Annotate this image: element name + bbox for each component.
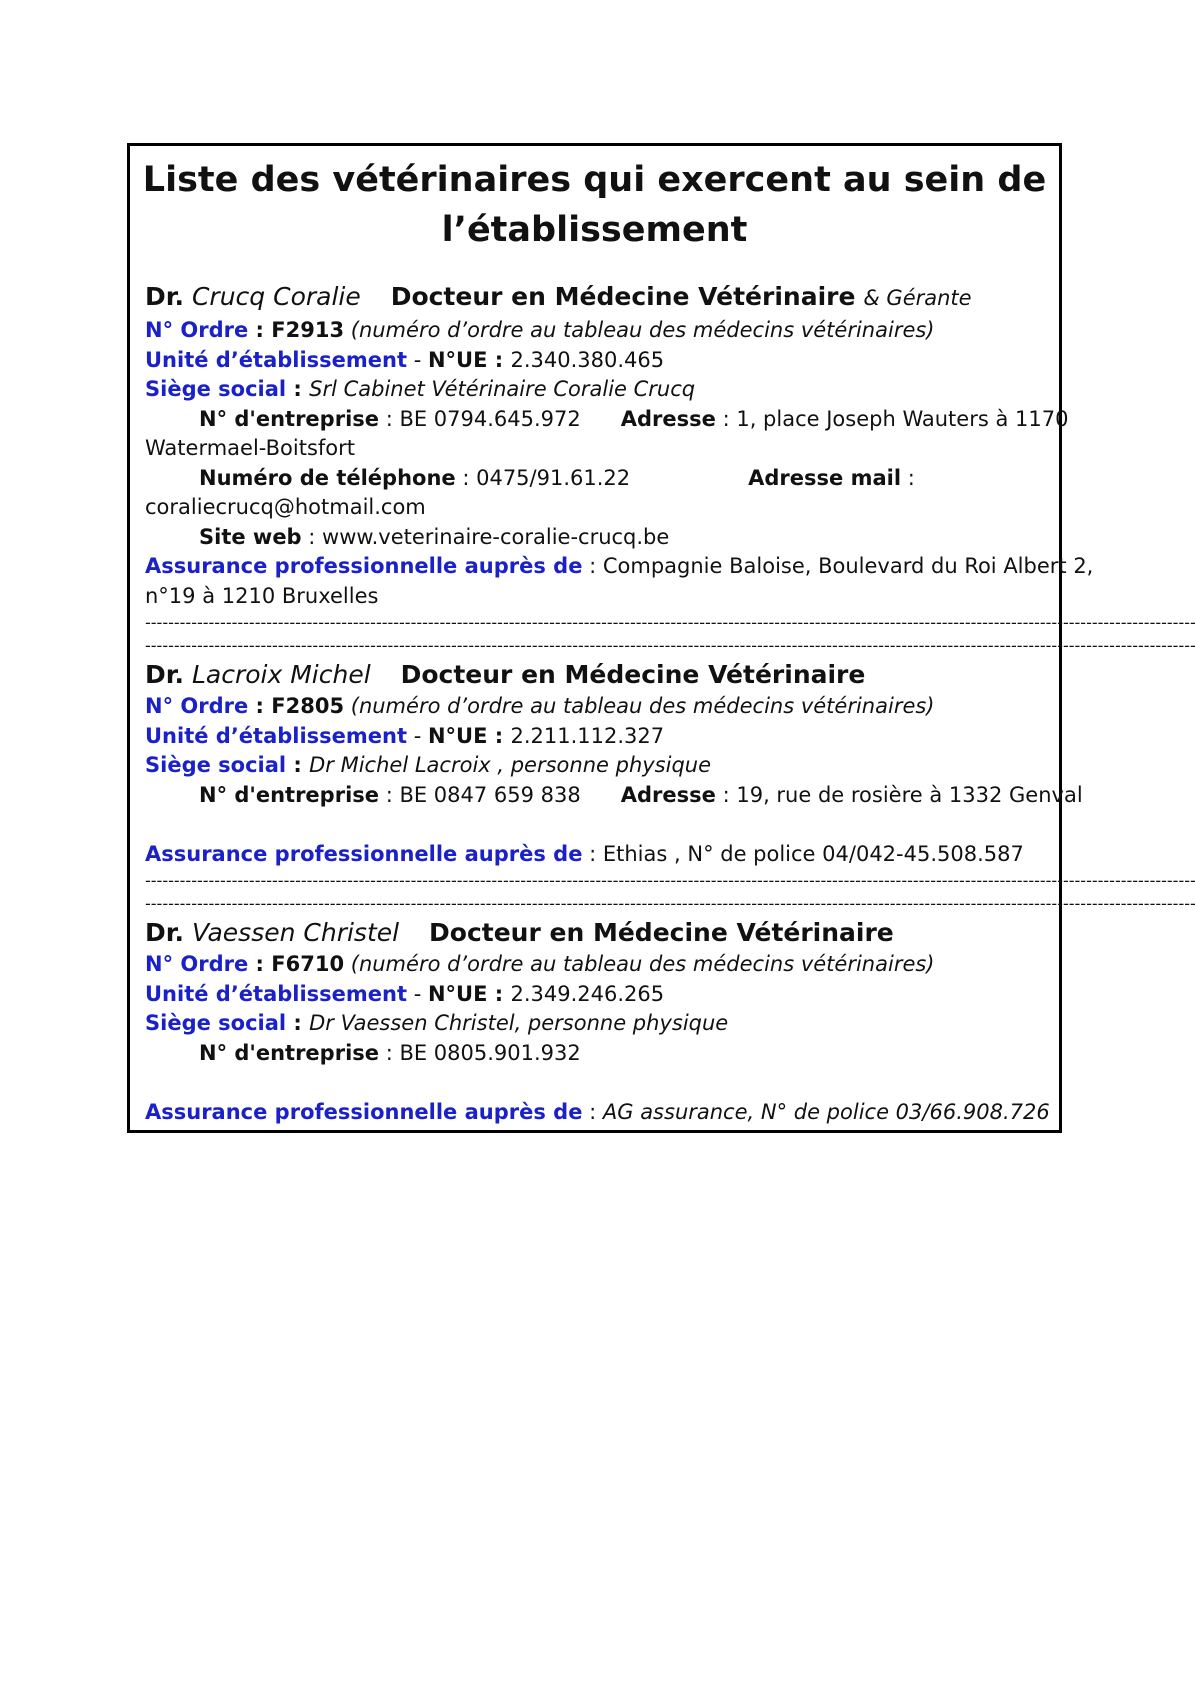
separator-cont: -------------------------------------------------------------------------------------------------------------------------------------------------------------------------------------- [145, 894, 1196, 913]
vet-1-name-line [145, 279, 1047, 316]
unite-label: Unité d’établissement [145, 347, 408, 372]
entreprise-label: N° d'entreprise [199, 1040, 380, 1065]
vet-2-ordre-line: N° Ordre : F2805 (numéro d’ordre au tableau des médecins vétérinaires) [145, 694, 935, 718]
dr-prefix: Dr. [145, 918, 185, 947]
vet-3-unite-line: Unité d’établissement - N°UE : 2.349.246.265 [145, 981, 665, 1006]
assurance-label: Assurance professionnelle auprès de [145, 841, 583, 866]
ordre-note: (numéro d’ordre au tableau des médecins vétérinaires) [350, 952, 935, 976]
dr-prefix: Dr. [145, 282, 185, 311]
page-title: Liste des vétérinaires qui exercent au sein de l’établissement [142, 160, 1047, 250]
vet-2-ordre: F2805 [271, 694, 345, 718]
vet-1-adresse-cont: Watermael-Boitsfort [145, 436, 355, 460]
vet-1-ordre: F2913 [271, 318, 345, 342]
vet-1-entreprise: BE 0794.645.972 [399, 406, 581, 431]
vet-1-degree: Docteur en Médecine Vétérinaire [390, 282, 856, 311]
vet-3-siege: Dr Vaessen Christel, personne physique [309, 1011, 729, 1035]
vet-3-nue: 2.349.246.265 [510, 981, 665, 1006]
vet-1-unite-line: Unité d’établissement - N°UE : 2.340.380.465 [145, 347, 665, 372]
nue-label: N°UE : [427, 347, 511, 372]
vet-3-entreprise: BE 0805.901.932 [399, 1040, 581, 1065]
ordre-label: N° Ordre [145, 694, 249, 718]
vet-2-degree: Docteur en Médecine Vétérinaire [400, 660, 866, 689]
telephone-label: Numéro de téléphone [199, 465, 456, 490]
siege-label: Siège social [145, 753, 287, 777]
unite-label: Unité d’établissement [145, 723, 408, 748]
vet-1-siege: Srl Cabinet Vétérinaire Coralie Crucq [309, 377, 696, 401]
separator: -------------------------------------------------------------------------------------------------------------------------------------------------------------------------------------- [145, 613, 1196, 632]
vet-1-entreprise-line: N° d'entreprise : BE 0794.645.972 Adresse : 1, place Joseph Wauters à 1170 [199, 406, 1069, 431]
vet-2-assurance-line: Assurance professionnelle auprès de : Ethias , N° de police 04/042-45.508.587 [145, 841, 1024, 866]
vet-1-name: Crucq Coralie [191, 282, 361, 311]
vet-1-adresse: 1, place Joseph Wauters à 1170 [736, 406, 1069, 431]
vet-3-ordre-line: N° Ordre : F6710 (numéro d’ordre au tableau des médecins vétérinaires) [145, 952, 935, 976]
vet-2-entreprise-line: N° d'entreprise : BE 0847 659 838 Adresse : 19, rue de rosière à 1332 Genval [199, 782, 1083, 807]
vet-2-name-line [145, 657, 1047, 692]
site-label: Site web [199, 524, 302, 549]
vet-3-assurance-line: Assurance professionnelle auprès de : AG assurance, N° de police 03/66.908.726 [145, 1099, 1050, 1124]
dr-prefix: Dr. [145, 660, 185, 689]
mail-label: Adresse mail [748, 465, 902, 490]
vet-2-siege-line: Siège social : Dr Michel Lacroix , personne physique [145, 753, 712, 777]
vet-2-nue: 2.211.112.327 [510, 723, 665, 748]
document-frame [127, 143, 1196, 1133]
separator-cont: -------------------------------------------------------------------------------------------------------------------------------------------------------------------------------------- [145, 636, 1196, 655]
vet-1-nue: 2.340.380.465 [510, 347, 665, 372]
ordre-label: N° Ordre [145, 952, 249, 976]
vet-1-assurance-line: Assurance professionnelle auprès de : Compagnie Baloise, Boulevard du Roi Albert 2, [145, 554, 1094, 578]
adresse-label: Adresse [620, 406, 716, 431]
adresse-label: Adresse [620, 782, 716, 807]
vet-3-degree: Docteur en Médecine Vétérinaire [429, 918, 894, 947]
siege-label: Siège social [145, 377, 287, 401]
vet-3-assurance: AG assurance, N° de police 03/66.908.726 [602, 1099, 1050, 1124]
vet-2-adresse: 19, rue de rosière à 1332 Genval [736, 782, 1083, 807]
vet-3-siege-line: Siège social : Dr Vaessen Christel, personne physique [145, 1011, 729, 1035]
separator: -------------------------------------------------------------------------------------------------------------------------------------------------------------------------------------- [145, 871, 1196, 890]
vet-3-entreprise-line: N° d'entreprise : BE 0805.901.932 [199, 1040, 581, 1065]
entreprise-label: N° d'entreprise [199, 406, 380, 431]
ordre-note: (numéro d’ordre au tableau des médecins vétérinaires) [350, 318, 935, 342]
vet-1-role: & Gérante [863, 286, 972, 310]
unite-label: Unité d’établissement [145, 981, 408, 1006]
vet-3-ordre: F6710 [271, 952, 345, 976]
nue-label: N°UE : [427, 981, 511, 1006]
vet-3-name-line [145, 915, 1047, 950]
vet-1-ordre-line: N° Ordre : F2913 (numéro d’ordre au tableau des médecins vétérinaires) [145, 318, 935, 342]
vet-1-assurance: Compagnie Baloise, Boulevard du Roi Albert 2, [602, 554, 1094, 578]
entreprise-label: N° d'entreprise [199, 782, 380, 807]
vet-1-telephone: 0475/91.61.22 [476, 465, 631, 490]
vet-2-entreprise: BE 0847 659 838 [399, 782, 581, 807]
vet-3-name: Vaessen Christel [191, 918, 400, 947]
assurance-label: Assurance professionnelle auprès de [145, 1099, 583, 1124]
vet-2-siege: Dr Michel Lacroix , personne physique [309, 753, 712, 777]
nue-label: N°UE : [427, 723, 511, 748]
blank-line [145, 810, 1047, 840]
siege-label: Siège social [145, 1011, 287, 1035]
vet-1-site-line: Site web : www.veterinaire-coralie-crucq.be [199, 524, 670, 549]
vet-list [145, 279, 1196, 1127]
vet-1-mail[interactable]: coraliecrucq@hotmail.com [145, 495, 426, 519]
ordre-note: (numéro d’ordre au tableau des médecins vétérinaires) [350, 694, 935, 718]
assurance-label: Assurance professionnelle auprès de [145, 554, 583, 578]
vet-1-site[interactable]: www.veterinaire-coralie-crucq.be [322, 524, 670, 549]
vet-2-name: Lacroix Michel [191, 660, 371, 689]
blank-line [145, 1068, 1047, 1098]
ordre-label: N° Ordre [145, 318, 249, 342]
vet-1-assurance-cont: n°19 à 1210 Bruxelles [145, 583, 379, 608]
vet-2-unite-line: Unité d’établissement - N°UE : 2.211.112.327 [145, 723, 665, 748]
vet-1-siege-line: Siège social : Srl Cabinet Vétérinaire Coralie Crucq [145, 377, 696, 401]
vet-1-telephone-line: Numéro de téléphone : 0475/91.61.22 Adresse mail : [199, 465, 915, 490]
vet-2-assurance: Ethias , N° de police 04/042-45.508.587 [602, 841, 1024, 866]
